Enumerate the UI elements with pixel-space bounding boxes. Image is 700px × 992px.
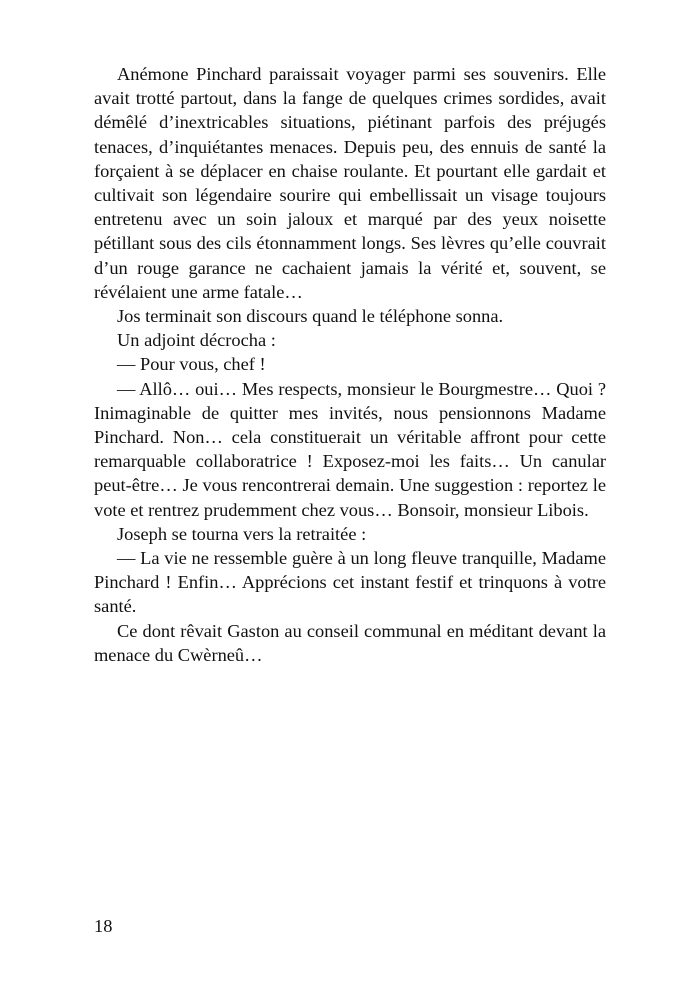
paragraph-3: Un adjoint décrocha : [117,330,276,351]
page-number: 18 [94,916,113,936]
paragraph-7: — La vie ne ressemble guère à un long fleuve tranquille, Madame Pinchard ! Enfin… Apprécions cet instant festif et trinquons à votre santé. [94,548,606,617]
paragraph-5: — Allô… oui… Mes respects, monsieur le Bourgmestre… Quoi ? Inimaginable de quitter mes invités, nous pensionnons Madame Pinchard. Non… cela constituerait un véritable affront pour cette remarquable collaboratrice ! Exposez-moi les faits… Un canular peut-être… Je vous rencontrerai demain. Une suggestion : reportez le vote et rentrez prudemment chez vous… Bonsoir, monsieur Libois. [94,378,606,520]
paragraph-8: Ce dont rêvait Gaston au conseil communal en méditant devant la menace du Cwèrneû… [94,620,606,665]
paragraph-6: Joseph se tourna vers la retraitée : [117,523,367,544]
paragraph-4: — Pour vous, chef ! [117,354,266,375]
paragraph-1: Anémone Pinchard paraissait voyager parmi ses souvenirs. Elle avait trotté partout, dans la fange de quelques crimes sordides, avait démêlé d’inextricables situations, piétinant parfois des préjugés tenaces, d’inquiétantes menaces. Depuis peu, des ennuis de santé la forçaient à se déplacer en chaise roulante. Et pourtant elle gardait et cultivait son légendaire sourire qui embellissait un visage toujours entretenu avec un soin jaloux et marqué par des yeux noisette pétillant sous des cils étonnamment longs. Ses lèvres qu’elle couvrait d’un rouge garance ne cachaient jamais la vérité et, souvent, se révélaient une arme fatale… [94,64,606,302]
body-text [94,62,606,667]
paragraph-2: Jos terminait son discours quand le téléphone sonna. [117,306,504,327]
